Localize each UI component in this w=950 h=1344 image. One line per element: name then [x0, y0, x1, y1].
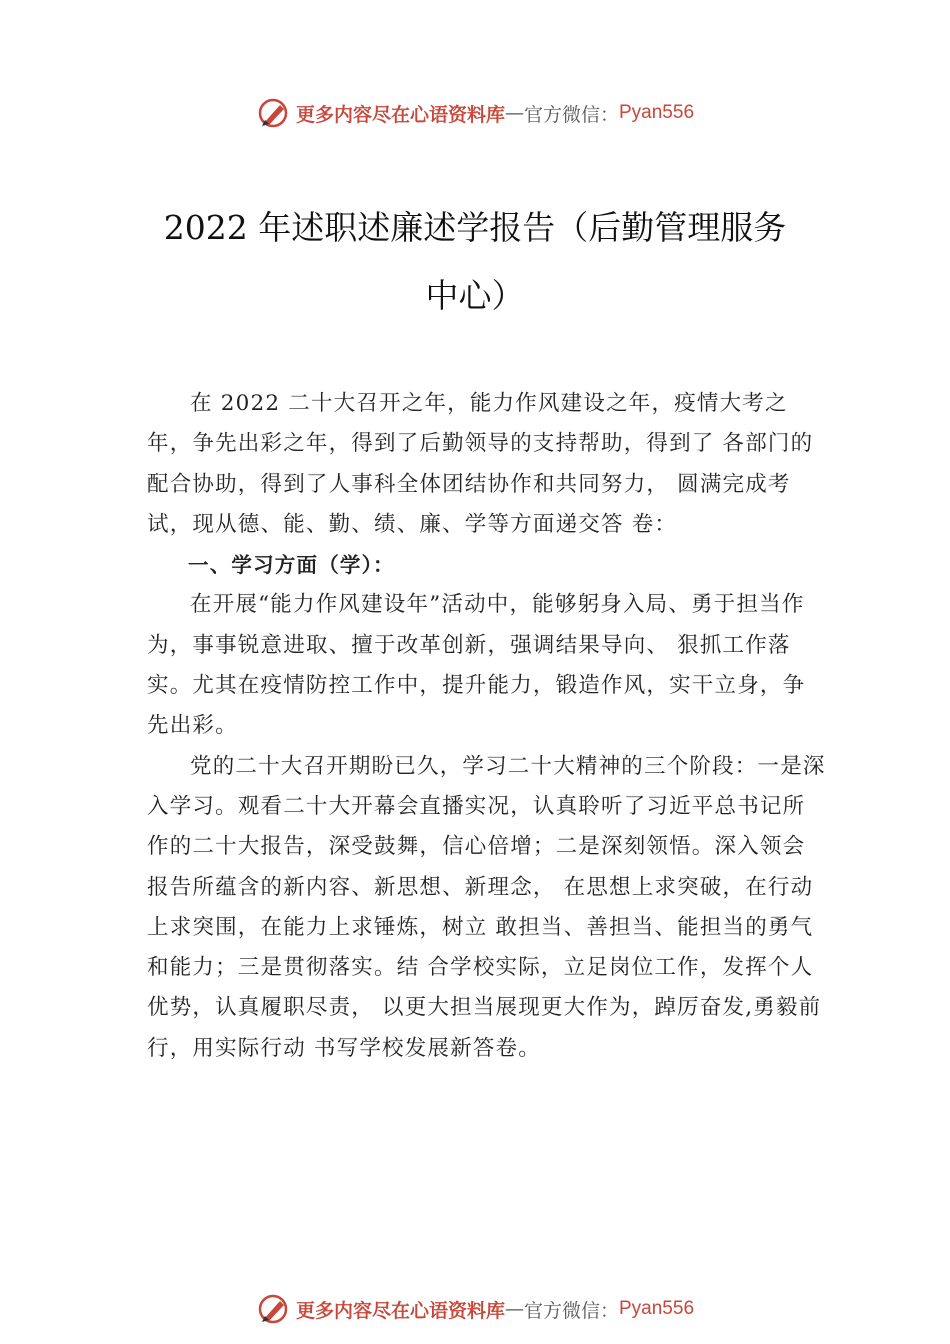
- watermark-wechat-id: Pyan556: [619, 1298, 695, 1319]
- document-title-line-1: 2022 年述职述廉述学报告（后勤管理服务: [163, 208, 787, 247]
- watermark-dash: —: [504, 102, 524, 124]
- paragraph-intro: 在 2022 二十大召开之年，能力作风建设之年，疫情大考之年，争先出彩之年，得到了后勤领导的支持帮助，得到了 各部门的配合协助，得到了人事科全体团结协作和共同努力， 圆满完成考试，现从德、能、勤、绩、廉、学等方面递交答 卷：: [147, 391, 814, 537]
- paragraph-ability-style: 在开展“能力作风建设年”活动中，能够躬身入局、勇于担当作为，事事锐意进取、擅于改革创新，强调结果导向、 狠抓工作落实。尤其在疫情防控工作中，提升能力，锻造作风，实干立身，争先出彩。: [147, 592, 806, 739]
- paragraph-congress-study: 党的二十大召开期盼已久，学习二十大精神的三个阶段：一是深入学习。观看二十大开幕会直播实况，认真聆听了习近平总书记所作的二十大报告，深受鼓舞，信心倍增；二是深刻领悟。深入领会报告所蕴含的新内容、新思想、新理念， 在思想上求突破，在行动上求突围，在能力上求锤炼，树立 敢担当、善担当、能担当的勇气和能力；三是贯彻落实。结 合学校实际，立足岗位工作，发挥个人优势，认真履职尽责， 以更大担当展现更大作为，踔厉奋发,勇毅前行，用实际行动 书写学校发展新答卷。: [147, 753, 826, 1061]
- watermark-dash: —: [504, 1298, 524, 1320]
- section-heading-study: 一、学习方面（学）：: [188, 553, 395, 578]
- watermark-banner-bottom: [0, 1292, 950, 1326]
- pen-logo-icon: [256, 96, 290, 130]
- watermark-label: 官方微信：: [523, 1299, 619, 1322]
- watermark-site: 更多内容尽在心语资料库: [295, 103, 505, 126]
- watermark-banner-top: [0, 96, 950, 130]
- watermark-label: 官方微信：: [523, 103, 619, 126]
- pen-logo-icon: [256, 1292, 290, 1326]
- watermark-site: 更多内容尽在心语资料库: [295, 1299, 505, 1322]
- watermark-wechat-id: Pyan556: [619, 102, 695, 123]
- document-body: [147, 384, 827, 1069]
- document-title-line-2: 中心）: [425, 276, 525, 315]
